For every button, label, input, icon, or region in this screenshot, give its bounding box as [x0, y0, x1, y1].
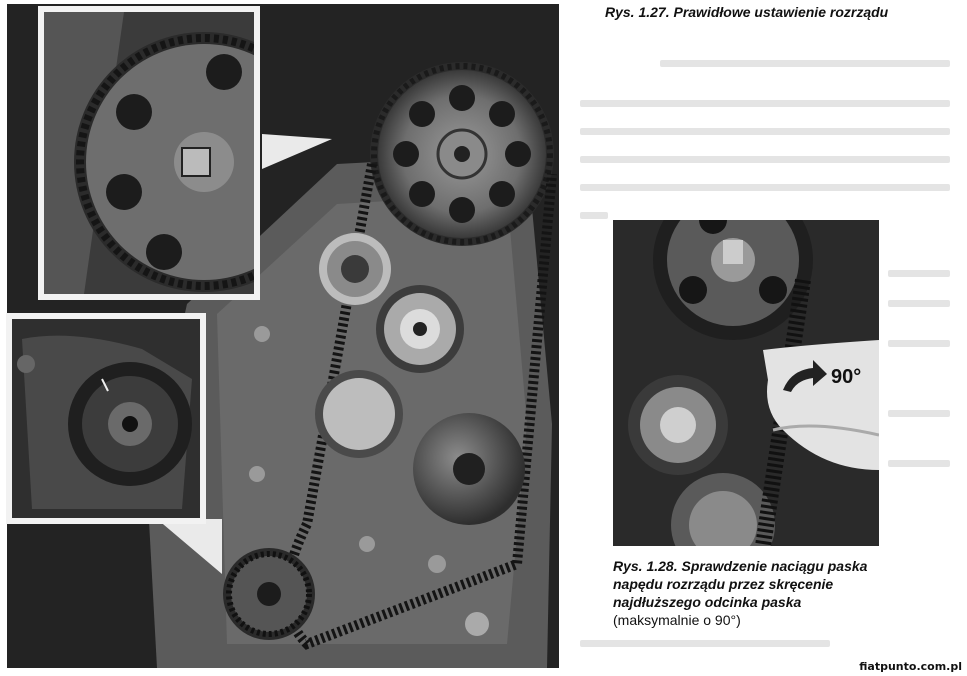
- figure-128-caption-bold: Rys. 1.28. Sprawdzenie naciągu paska napędu rozrządu przez skręcenie najdłuższego odcinka paska: [613, 558, 868, 610]
- belt-tension-photo: [613, 220, 879, 546]
- figure-127-caption: Rys. 1.27. Prawidłowe ustawienie rozrządu: [605, 4, 889, 20]
- camshaft-gear: [370, 62, 554, 246]
- figure-128-caption-normal: (maksymalnie o 90°): [613, 612, 741, 628]
- crankshaft-mark-inset: [6, 313, 206, 524]
- angle-label: 90°: [831, 366, 862, 388]
- figure-128-caption: [613, 557, 913, 629]
- watermark: fiatpunto.com.pl: [859, 660, 962, 673]
- camshaft-mark-inset: [38, 6, 260, 300]
